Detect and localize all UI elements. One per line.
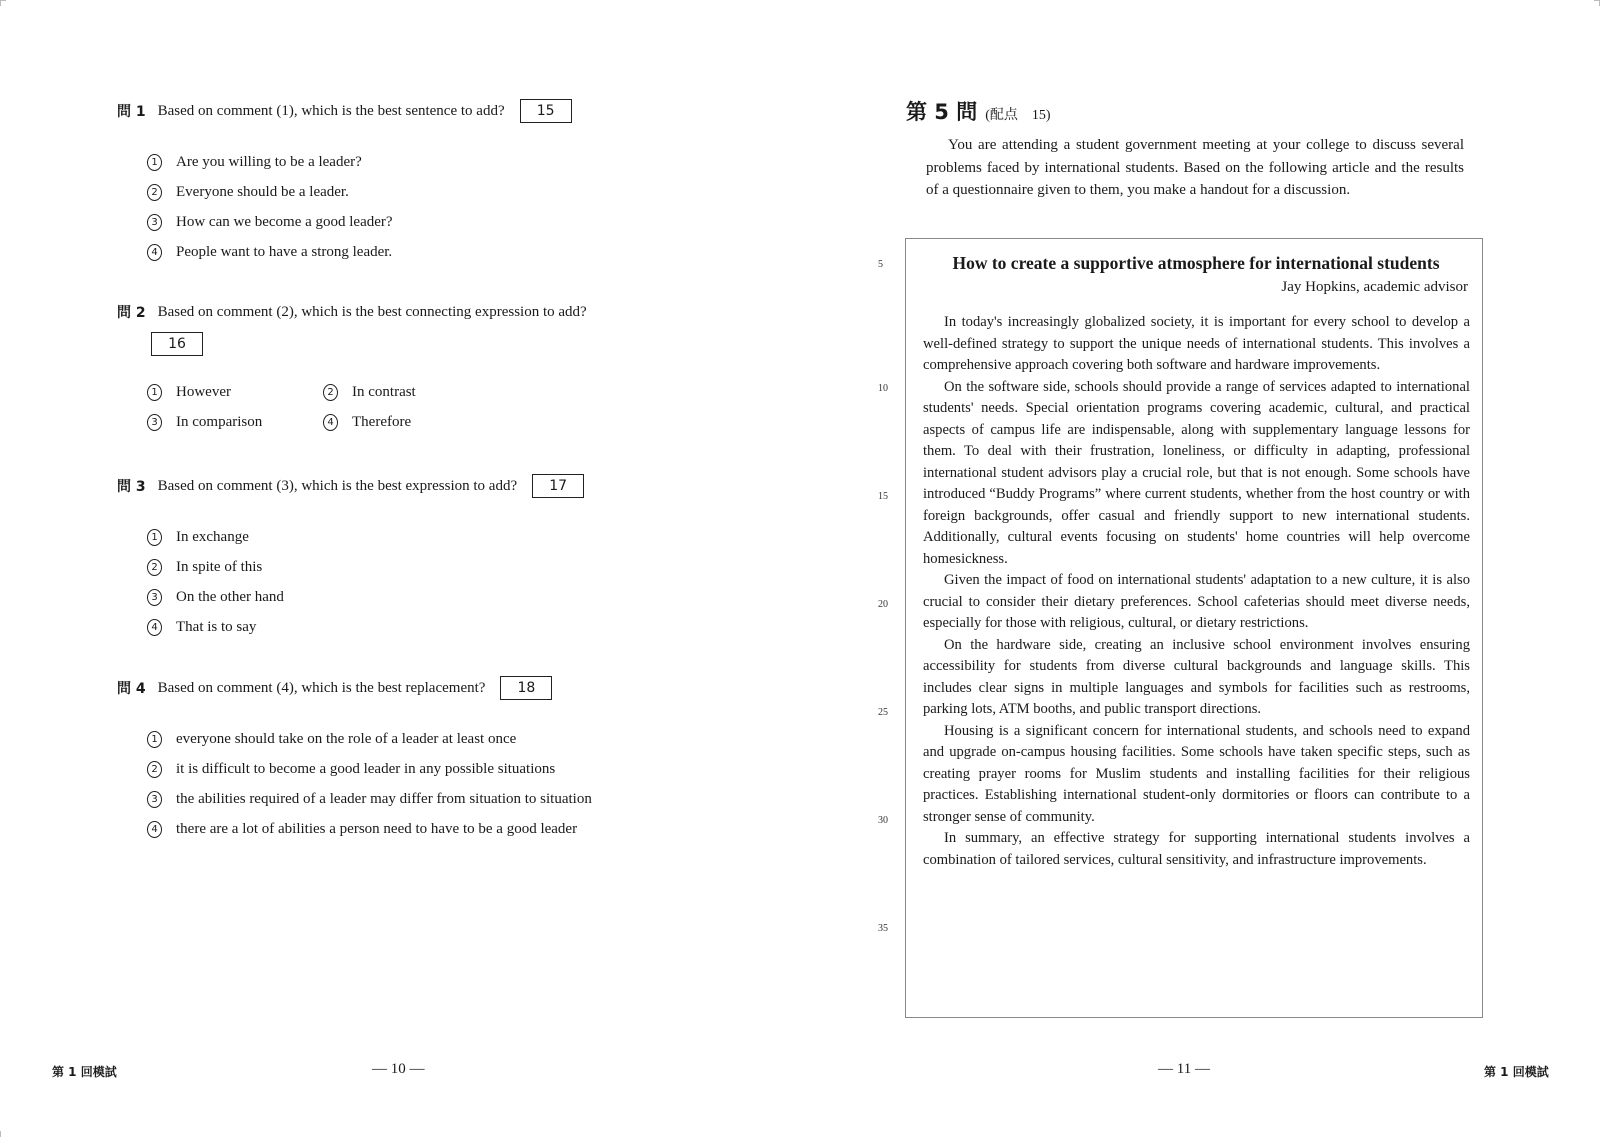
option-number-icon: 4	[323, 414, 338, 431]
option-text: Are you willing to be a leader?	[176, 154, 362, 170]
question-3	[117, 474, 584, 498]
option-number-icon: 3	[147, 214, 162, 231]
option[interactable]	[147, 589, 284, 606]
option-text: Therefore	[352, 414, 412, 430]
option-text: That is to say	[176, 619, 257, 635]
option-number-icon: 4	[147, 619, 162, 636]
article-paragraph: Given the impact of food on international students' adaptation to a new culture, it is also crucial to consider their dietary preferences. School cafeterias should meet diverse needs, especially for those with religious, cultural, or dietary restrictions.	[923, 572, 1470, 631]
answer-box[interactable]: 17	[532, 474, 584, 498]
article-paragraph: On the software side, schools should provide a range of services adapted to international students' needs. Special orientation programs covering academic, cultural, and practical aspects of campus life are indispensable, along with supplementary language lessons for them. To deal with their frustration, loneliness, or difficulty in adapting, professional international student advisors play a crucial role, but that is not enough. Some schools have introduced “Buddy Programs” where current students, whether from the host country or with foreign backgrounds, offer casual and friendly support to new international students. Additionally, cultural events focusing on students' home countries will help overcome homesickness.	[923, 378, 1470, 567]
article-paragraph: On the hardware side, creating an inclusive school environment involves ensuring accessibility for students from diverse cultural backgrounds and language skills. This includes clear signs in multiple languages and symbols for facilities such as restrooms, parking lots, ATM booths, and public transport directions.	[923, 636, 1470, 717]
option-text: the abilities required of a leader may differ from situation to situation	[176, 791, 592, 807]
option[interactable]	[147, 184, 349, 201]
answer-box[interactable]: 15	[520, 99, 572, 123]
question-number: 問 3	[117, 479, 146, 495]
option-number-icon: 1	[147, 731, 162, 748]
question-number: 問 4	[117, 681, 146, 697]
question-text: Based on comment (2), which is the best connecting expression to add?	[157, 303, 587, 320]
footer-label: 第 1 回模試	[52, 1065, 117, 1079]
footer-label: 第 1 回模試	[1484, 1065, 1549, 1079]
line-number: 30	[878, 815, 888, 826]
option[interactable]	[147, 384, 231, 401]
option-text: In spite of this	[176, 559, 263, 575]
option-text: On the other hand	[176, 589, 284, 605]
line-number: 5	[878, 259, 883, 270]
article-body	[923, 312, 1470, 871]
line-number: 35	[878, 923, 888, 934]
article-paragraph: In summary, an effective strategy for supporting international students involves a combination of tailored services, cultural sensitivity, and infrastructure improvements.	[923, 830, 1470, 868]
option-number-icon: 4	[147, 244, 162, 261]
section-heading: 第 5 問	[906, 100, 978, 124]
question-2	[117, 302, 587, 322]
option-text: How can we become a good leader?	[176, 214, 393, 230]
option[interactable]	[147, 529, 249, 546]
option-number-icon: 1	[147, 384, 162, 401]
option[interactable]	[147, 414, 262, 431]
line-number: 10	[878, 383, 888, 394]
option[interactable]	[147, 821, 577, 838]
answer-box[interactable]: 16	[151, 332, 203, 356]
option-number-icon: 3	[147, 589, 162, 606]
crop-mark	[0, 0, 1, 6]
article-box	[905, 238, 1483, 1018]
option-number-icon: 3	[147, 414, 162, 431]
page-number: — 10 —	[372, 1061, 425, 1077]
article-paragraph: Housing is a significant concern for international students, and schools need to expand and upgrade on-campus housing facilities. Some schools have taken specific steps, such as creating prayer rooms for Muslim students and installing facilities for their religious practices. Establishing international student-only dormitories or floors can contribute to a stronger sense of community.	[923, 722, 1470, 825]
option[interactable]	[147, 214, 393, 231]
option[interactable]	[147, 791, 592, 808]
line-number: 25	[878, 707, 888, 718]
option-text: it is difficult to become a good leader in any possible situations	[176, 761, 556, 777]
option[interactable]	[147, 154, 362, 171]
option-text: everyone should take on the role of a leader at least once	[176, 731, 517, 747]
line-number: 20	[878, 599, 888, 610]
option-number-icon: 1	[147, 529, 162, 546]
article-paragraph: In today's increasingly globalized society, it is important for every school to develop a well-defined strategy to support the unique needs of international students. This involves a comprehensive approach covering both software and hardware improvements.	[923, 314, 1470, 373]
question-text: Based on comment (3), which is the best expression to add?	[157, 477, 518, 494]
option-number-icon: 3	[147, 791, 162, 808]
option-text: In contrast	[352, 384, 416, 400]
question-1	[117, 99, 572, 123]
points-label: (配点 15)	[985, 108, 1051, 123]
question-text: Based on comment (4), which is the best replacement?	[157, 679, 486, 696]
option[interactable]	[323, 384, 416, 401]
option-number-icon: 1	[147, 154, 162, 171]
option[interactable]	[323, 414, 411, 431]
option[interactable]	[147, 559, 262, 576]
crop-mark	[0, 1131, 1, 1137]
answer-box[interactable]: 18	[500, 676, 552, 700]
option-number-icon: 2	[147, 184, 162, 201]
article-author: Jay Hopkins, academic advisor	[1281, 279, 1468, 295]
option-text: In comparison	[176, 414, 263, 430]
question-text: Based on comment (1), which is the best sentence to add?	[157, 102, 505, 119]
option[interactable]	[147, 619, 256, 636]
line-number: 15	[878, 491, 888, 502]
option-number-icon: 2	[323, 384, 338, 401]
option-text: Everyone should be a leader.	[176, 184, 349, 200]
option-number-icon: 2	[147, 761, 162, 778]
option-text: People want to have a strong leader.	[176, 244, 393, 260]
option[interactable]	[147, 761, 555, 778]
option-text: However	[176, 384, 231, 400]
option-text: there are a lot of abilities a person need to have to be a good leader	[176, 821, 578, 837]
option-number-icon: 2	[147, 559, 162, 576]
article-title: How to create a supportive atmosphere for international students	[952, 253, 1440, 273]
intro-text: You are attending a student government meeting at your college to discuss several problems faced by international students. Based on the following article and the results of a questionnaire given to them, you make a handout for a discussion.	[926, 137, 1464, 198]
option[interactable]	[147, 731, 516, 748]
option-number-icon: 4	[147, 821, 162, 838]
question-number: 問 1	[117, 104, 146, 120]
option[interactable]	[147, 244, 392, 261]
option-text: In exchange	[176, 529, 249, 545]
page-number: — 11 —	[1158, 1061, 1210, 1077]
right-page	[800, 0, 1600, 1137]
question-4	[117, 676, 552, 700]
question-number: 問 2	[117, 305, 146, 321]
section-title	[906, 96, 1051, 126]
